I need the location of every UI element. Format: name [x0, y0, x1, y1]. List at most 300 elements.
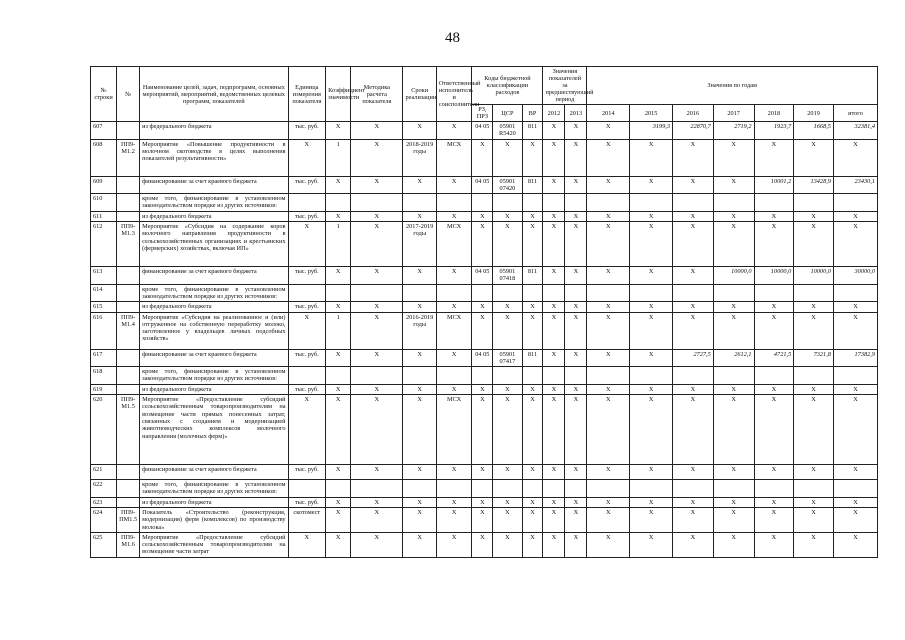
cell-year-value: X [794, 302, 834, 312]
cell-total: 32381,4 [833, 122, 877, 140]
cell-2012: X [543, 312, 565, 349]
cell-code [117, 465, 140, 480]
cell-csr: X [493, 384, 522, 394]
cell-rz [472, 194, 493, 212]
header-year: 2018 [754, 105, 794, 122]
cell-2013: X [565, 395, 587, 465]
table-row [91, 312, 878, 349]
cell-year-value: 2727,5 [673, 349, 714, 367]
cell-total: X [833, 532, 877, 557]
cell-row-number: 607 [91, 122, 117, 140]
cell-coefficient [326, 284, 351, 302]
cell-year-value: X [673, 507, 714, 532]
cell-unit [288, 284, 326, 302]
cell-rz: 04 05 [472, 122, 493, 140]
table-row [91, 176, 878, 194]
cell-year-value: X [673, 302, 714, 312]
cell-executor: X [436, 532, 472, 557]
cell-method [351, 284, 403, 302]
cell-vr: 811 [522, 122, 543, 140]
cell-year-value: X [673, 312, 714, 349]
cell-year-value: 13428,9 [794, 176, 834, 194]
table-row [91, 211, 878, 221]
cell-rz: X [472, 395, 493, 465]
cell-code [117, 497, 140, 507]
cell-method: X [351, 267, 403, 285]
cell-rz: X [472, 211, 493, 221]
cell-year-value: X [673, 222, 714, 267]
cell-year-value [587, 480, 630, 498]
cell-method: X [351, 395, 403, 465]
header-row-number: № строки [91, 67, 117, 122]
cell-executor: МСХ [436, 222, 472, 267]
table-row [91, 222, 878, 267]
cell-year-value: X [587, 267, 630, 285]
cell-csr [493, 284, 522, 302]
cell-method: X [351, 312, 403, 349]
cell-name: кроме того, финансирование в установленном законодательством порядке из других источников: [140, 194, 288, 212]
cell-2013 [565, 284, 587, 302]
cell-coefficient [326, 480, 351, 498]
cell-rz: X [472, 222, 493, 267]
cell-executor: X [436, 465, 472, 480]
cell-year-value: X [713, 384, 754, 394]
cell-2013 [565, 367, 587, 385]
cell-name: финансирование за счет краевого бюджета [140, 267, 288, 285]
cell-year-value: X [754, 312, 794, 349]
cell-name: Мероприятие «Предоставление субсидий сельскохозяйственным товаропроизводителям на возмещение части прямых понесенных затрат, связанных с созданием и модернизацией животноводческих комплексов молочного направления (молочных ферм)» [140, 395, 288, 465]
cell-terms: X [403, 497, 436, 507]
cell-method: X [351, 497, 403, 507]
cell-2012 [543, 284, 565, 302]
cell-method [351, 480, 403, 498]
cell-name: из федерального бюджета [140, 497, 288, 507]
cell-year-value: X [587, 176, 630, 194]
cell-total: 23430,1 [833, 176, 877, 194]
cell-csr: 05901 07420 [493, 176, 522, 194]
cell-year-value: X [794, 465, 834, 480]
cell-row-number: 617 [91, 349, 117, 367]
table-row [91, 139, 878, 176]
cell-executor: X [436, 211, 472, 221]
cell-row-number: 624 [91, 507, 117, 532]
cell-csr: X [493, 211, 522, 221]
cell-name: финансирование за счет краевого бюджета [140, 465, 288, 480]
cell-terms [403, 194, 436, 212]
cell-unit: тыс. руб. [288, 465, 326, 480]
cell-method: X [351, 122, 403, 140]
cell-year-value: X [713, 176, 754, 194]
cell-executor: X [436, 384, 472, 394]
cell-terms [403, 367, 436, 385]
cell-method: X [351, 507, 403, 532]
cell-year-value: X [673, 465, 714, 480]
header-year: 2014 [587, 105, 630, 122]
cell-name: финансирование за счет краевого бюджета [140, 176, 288, 194]
cell-year-value [794, 284, 834, 302]
cell-name: Мероприятие «Предоставление субсидий сельскохозяйственным товаропроизводителям на возмещение части затрат [140, 532, 288, 557]
cell-row-number: 623 [91, 497, 117, 507]
cell-year-value: X [754, 532, 794, 557]
cell-vr: X [522, 507, 543, 532]
cell-unit: тыс. руб. [288, 267, 326, 285]
cell-2013: X [565, 312, 587, 349]
cell-rz: X [472, 507, 493, 532]
cell-year-value: X [794, 312, 834, 349]
cell-2012: X [543, 384, 565, 394]
cell-unit: тыс. руб. [288, 302, 326, 312]
cell-2012 [543, 480, 565, 498]
cell-row-number: 618 [91, 367, 117, 385]
cell-year-value [630, 480, 673, 498]
table-body [91, 122, 878, 558]
cell-total: X [833, 497, 877, 507]
cell-method [351, 194, 403, 212]
budget-table [90, 66, 878, 558]
cell-year-value [673, 367, 714, 385]
cell-csr [493, 480, 522, 498]
cell-name: кроме того, финансирование в установленном законодательством порядке из других источников: [140, 367, 288, 385]
cell-vr: X [522, 302, 543, 312]
cell-year-value: X [587, 497, 630, 507]
cell-unit: тыс. руб. [288, 384, 326, 394]
cell-unit: тыс. руб. [288, 497, 326, 507]
cell-terms: X [403, 507, 436, 532]
cell-year-value [794, 480, 834, 498]
cell-total: 17382,9 [833, 349, 877, 367]
cell-year-value: X [754, 384, 794, 394]
cell-terms: X [403, 122, 436, 140]
cell-coefficient: 1 [326, 139, 351, 176]
cell-coefficient: 1 [326, 312, 351, 349]
cell-2012: X [543, 211, 565, 221]
cell-year-value: X [794, 222, 834, 267]
header-name: Наименование целей, задач, подпрограмм, основных мероприятий, мероприятий, ведомственных целевых программ, показателей [140, 67, 288, 122]
cell-year-value: X [587, 312, 630, 349]
cell-year-value: X [713, 497, 754, 507]
cell-executor [436, 480, 472, 498]
cell-year-value: X [630, 507, 673, 532]
cell-csr: X [493, 139, 522, 176]
cell-year-value: X [794, 384, 834, 394]
cell-year-value [630, 367, 673, 385]
cell-year-value: X [713, 465, 754, 480]
cell-year-value: X [713, 312, 754, 349]
cell-year-value: X [587, 395, 630, 465]
cell-rz: 04 05 [472, 267, 493, 285]
cell-code [117, 176, 140, 194]
cell-unit [288, 367, 326, 385]
cell-year-value: 4721,5 [754, 349, 794, 367]
cell-year-value: X [673, 267, 714, 285]
cell-method [351, 367, 403, 385]
cell-csr: X [493, 497, 522, 507]
cell-year-value: 1668,5 [794, 122, 834, 140]
cell-unit: тыс. руб. [288, 176, 326, 194]
cell-total: X [833, 222, 877, 267]
cell-code [117, 480, 140, 498]
cell-rz [472, 284, 493, 302]
cell-csr: 05901 R5420 [493, 122, 522, 140]
cell-unit: X [288, 139, 326, 176]
cell-executor: X [436, 176, 472, 194]
cell-csr: X [493, 395, 522, 465]
cell-year-value: X [587, 465, 630, 480]
cell-2012: X [543, 532, 565, 557]
cell-csr: X [493, 312, 522, 349]
cell-year-value: X [754, 465, 794, 480]
cell-year-value: X [794, 139, 834, 176]
cell-code [117, 384, 140, 394]
cell-code [117, 284, 140, 302]
cell-2013: X [565, 497, 587, 507]
cell-terms: X [403, 349, 436, 367]
cell-executor: X [436, 302, 472, 312]
cell-unit: X [288, 222, 326, 267]
cell-row-number: 612 [91, 222, 117, 267]
cell-rz: X [472, 497, 493, 507]
cell-row-number: 622 [91, 480, 117, 498]
cell-method: X [351, 384, 403, 394]
header-year: 2016 [673, 105, 714, 122]
cell-executor: X [436, 122, 472, 140]
cell-rz: X [472, 384, 493, 394]
cell-year-value: X [587, 222, 630, 267]
cell-year-value: 7321,8 [794, 349, 834, 367]
cell-row-number: 616 [91, 312, 117, 349]
header-values-by-year: Значения по годам [587, 67, 878, 105]
cell-unit: скотомест [288, 507, 326, 532]
cell-year-value: X [587, 302, 630, 312]
cell-year-value: X [587, 384, 630, 394]
cell-total [833, 367, 877, 385]
cell-2012: X [543, 507, 565, 532]
cell-year-value [754, 194, 794, 212]
cell-name: Мероприятие «Субсидия на реализованное и (или) отгруженное на собственную переработку молоко, заготовленное у владельцев личных подсобных хозяйств» [140, 312, 288, 349]
cell-year-value: X [754, 222, 794, 267]
cell-vr: X [522, 139, 543, 176]
table-row [91, 395, 878, 465]
table-row [91, 284, 878, 302]
cell-csr [493, 194, 522, 212]
cell-rz: X [472, 312, 493, 349]
cell-rz: 04 05 [472, 176, 493, 194]
cell-csr [493, 367, 522, 385]
cell-2013: X [565, 532, 587, 557]
cell-total: X [833, 507, 877, 532]
cell-year-value [673, 284, 714, 302]
cell-2012: X [543, 222, 565, 267]
cell-csr: X [493, 532, 522, 557]
cell-2013: X [565, 349, 587, 367]
cell-row-number: 610 [91, 194, 117, 212]
cell-year-value: X [673, 139, 714, 176]
cell-executor: X [436, 507, 472, 532]
cell-year-value [713, 284, 754, 302]
cell-year-value: X [794, 497, 834, 507]
cell-unit: X [288, 312, 326, 349]
table-row [91, 384, 878, 394]
cell-total: X [833, 139, 877, 176]
cell-2012: X [543, 267, 565, 285]
cell-year-value: X [587, 139, 630, 176]
cell-vr: X [522, 222, 543, 267]
cell-year-value [794, 194, 834, 212]
header-year: 2019 [794, 105, 834, 122]
cell-year-value: X [794, 211, 834, 221]
cell-name: Показатель «Строительство (реконструкция, модернизация) ферм (комплексов) по производству молока» [140, 507, 288, 532]
cell-csr: X [493, 507, 522, 532]
cell-2012: X [543, 395, 565, 465]
cell-terms [403, 480, 436, 498]
cell-coefficient: X [326, 384, 351, 394]
cell-year-value: X [713, 222, 754, 267]
cell-unit: тыс. руб. [288, 211, 326, 221]
cell-coefficient: 1 [326, 222, 351, 267]
cell-coefficient: X [326, 497, 351, 507]
cell-2012 [543, 367, 565, 385]
cell-year-value: 2719,2 [713, 122, 754, 140]
cell-2013: X [565, 139, 587, 176]
cell-vr: X [522, 465, 543, 480]
cell-rz [472, 367, 493, 385]
cell-year-value: X [630, 222, 673, 267]
cell-terms: X [403, 465, 436, 480]
cell-2012: X [543, 497, 565, 507]
cell-name: кроме того, финансирование в установленном законодательством порядке из других источников: [140, 480, 288, 498]
cell-unit: тыс. руб. [288, 122, 326, 140]
cell-coefficient: X [326, 395, 351, 465]
cell-terms: X [403, 302, 436, 312]
cell-name: финансирование за счет краевого бюджета [140, 349, 288, 367]
cell-year-value: X [754, 302, 794, 312]
table-row [91, 465, 878, 480]
cell-terms [403, 284, 436, 302]
cell-method: X [351, 211, 403, 221]
cell-coefficient [326, 367, 351, 385]
cell-method: X [351, 532, 403, 557]
cell-name: из федерального бюджета [140, 122, 288, 140]
cell-method: X [351, 176, 403, 194]
cell-name: из федерального бюджета [140, 384, 288, 394]
cell-unit: X [288, 395, 326, 465]
cell-2013: X [565, 211, 587, 221]
cell-year-value: X [587, 532, 630, 557]
cell-2013: X [565, 384, 587, 394]
header-num: № [117, 67, 140, 122]
cell-terms: X [403, 267, 436, 285]
cell-year-value: X [673, 497, 714, 507]
cell-unit: тыс. руб. [288, 349, 326, 367]
cell-method: X [351, 349, 403, 367]
cell-executor: МСХ [436, 395, 472, 465]
cell-terms: X [403, 384, 436, 394]
cell-year-value: X [673, 211, 714, 221]
cell-coefficient: X [326, 122, 351, 140]
cell-year-value: X [713, 211, 754, 221]
cell-vr: X [522, 312, 543, 349]
header-vr: ВР [522, 105, 543, 122]
cell-2012 [543, 194, 565, 212]
cell-name: Мероприятие «Повышение продуктивности в молочном скотоводстве в целях выполнения показателей результативности» [140, 139, 288, 176]
header-2012: 2012 [543, 105, 565, 122]
cell-year-value: X [587, 122, 630, 140]
cell-2013: X [565, 176, 587, 194]
cell-year-value: X [630, 302, 673, 312]
table-row [91, 349, 878, 367]
cell-coefficient: X [326, 302, 351, 312]
cell-year-value: X [587, 507, 630, 532]
cell-row-number: 620 [91, 395, 117, 465]
cell-year-value: X [754, 139, 794, 176]
cell-vr: X [522, 395, 543, 465]
header-total: итого [833, 105, 877, 122]
cell-code: ПП9-М1.5 [117, 395, 140, 465]
cell-method: X [351, 139, 403, 176]
cell-executor: МСХ [436, 312, 472, 349]
cell-year-value [587, 284, 630, 302]
cell-code: ПП9-М1.2 [117, 139, 140, 176]
cell-code [117, 302, 140, 312]
cell-code [117, 367, 140, 385]
cell-csr: X [493, 302, 522, 312]
cell-year-value: X [587, 211, 630, 221]
cell-year-value: X [630, 465, 673, 480]
cell-year-value [673, 480, 714, 498]
cell-2012: X [543, 302, 565, 312]
cell-total: 30000,0 [833, 267, 877, 285]
cell-coefficient: X [326, 176, 351, 194]
cell-coefficient [326, 194, 351, 212]
cell-total: X [833, 302, 877, 312]
cell-year-value: X [713, 302, 754, 312]
cell-row-number: 611 [91, 211, 117, 221]
cell-rz: X [472, 302, 493, 312]
cell-code [117, 194, 140, 212]
cell-name: Мероприятие «Субсидия на содержание коров молочного направления продуктивности в сельскохозяйственных организациях и крестьянских (фермерских) хозяйствах, включая ИП» [140, 222, 288, 267]
cell-rz [472, 480, 493, 498]
cell-code: ПП9-ПМ1.5 [117, 507, 140, 532]
cell-year-value: X [630, 176, 673, 194]
cell-2013: X [565, 122, 587, 140]
cell-executor [436, 284, 472, 302]
cell-2013: X [565, 507, 587, 532]
cell-executor: X [436, 497, 472, 507]
header-unit: Единица измерения показателя [288, 67, 326, 122]
cell-year-value: X [713, 532, 754, 557]
cell-year-value: X [754, 395, 794, 465]
cell-terms: 2016-2019 годы [403, 312, 436, 349]
header-executor: Ответственный исполнитель и соисполнители [436, 67, 472, 122]
cell-year-value [794, 367, 834, 385]
cell-2013: X [565, 465, 587, 480]
cell-vr: X [522, 211, 543, 221]
cell-total: X [833, 465, 877, 480]
cell-year-value: X [754, 497, 794, 507]
cell-total [833, 480, 877, 498]
cell-vr [522, 194, 543, 212]
cell-rz: X [472, 532, 493, 557]
cell-code [117, 122, 140, 140]
table-row [91, 497, 878, 507]
cell-row-number: 625 [91, 532, 117, 557]
table-row [91, 267, 878, 285]
cell-method: X [351, 302, 403, 312]
cell-terms: X [403, 176, 436, 194]
cell-year-value: X [630, 349, 673, 367]
cell-year-value: 10000,0 [713, 267, 754, 285]
cell-code [117, 211, 140, 221]
